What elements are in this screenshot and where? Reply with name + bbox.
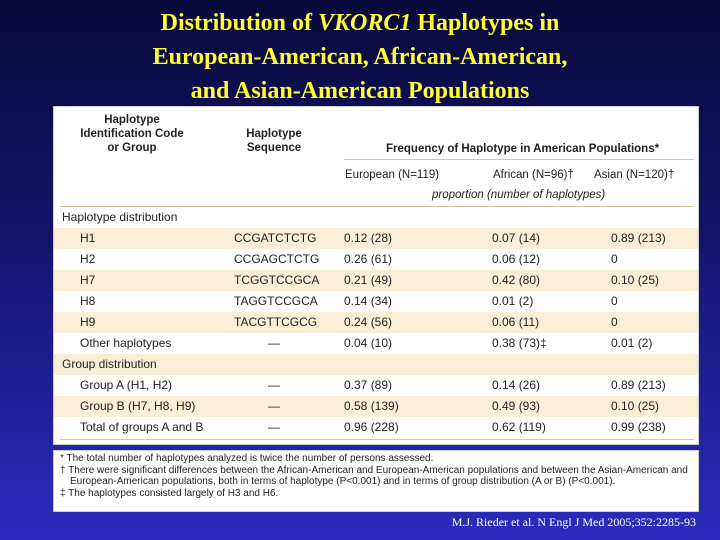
title-line-2: European-American, African-American, [152, 44, 568, 70]
citation: M.J. Rieder et al. N Engl J Med 2005;352:2285-93 [451, 515, 696, 529]
proportion-label: proportion (number of haplotypes) [432, 189, 606, 201]
table-row: H9 TACGTTCGCG 0.24 (56) 0.06 (11) 0 [54, 312, 698, 333]
table-row: H1 CCGATCTCTG 0.12 (28) 0.07 (14) 0.89 (213) [54, 228, 698, 249]
table-row: Group A (H1, H2) — 0.37 (89) 0.14 (26) 0.89 (213) [80, 378, 666, 392]
haplotype-table [53, 106, 699, 445]
slide-title [0, 6, 720, 108]
header-sequence: Haplotype Sequence [246, 128, 302, 154]
title-line-1: Distribution of VKORC1 Haplotypes in [160, 10, 560, 36]
footnote-double-dagger: ‡ The haplotypes consisted largely of H3 and H6. [60, 487, 279, 499]
table-row: Total of groups A and B — 0.96 (228) 0.62 (119) 0.99 (238) [80, 420, 666, 434]
footnote-dagger: † There were significant differences between the African-American and European-American populations and between the Asian-American and European-American populations, both in terms of haplotype (P<0.001) and in terms of group distribution (A or B) (P<0.001). [60, 464, 688, 487]
bottom-rule [60, 439, 694, 440]
section-haplotype-distribution: Haplotype distribution [62, 210, 178, 224]
header-code: Haplotype Identification Code or Group [80, 114, 184, 154]
table-row: H7 TCGGTCCGCA 0.21 (49) 0.42 (80) 0.10 (25) [54, 270, 698, 291]
title-line-3: and Asian-American Populations [190, 78, 530, 104]
table-row: Group B (H7, H8, H9) — 0.58 (139) 0.49 (93) 0.10 (25) [54, 396, 698, 417]
header-european: European (N=119) [345, 169, 440, 181]
header-frequency: Frequency of Haplotype in American Populations* [386, 143, 660, 155]
gene-name: VKORC1 [317, 10, 412, 36]
table-row: Other haplotypes — 0.04 (10) 0.38 (73)‡ 0.01 (2) [80, 336, 653, 350]
footnote-asterisk: * The total number of haplotypes analyzed is twice the number of persons assessed. [60, 453, 434, 464]
table-row: H8 TAGGTCCGCA 0.14 (34) 0.01 (2) 0 [80, 294, 618, 308]
header-african: African (N=96)† [493, 169, 574, 181]
header-rule [344, 159, 694, 160]
header-asian: Asian (N=120)† [594, 169, 675, 181]
table-row: H2 CCGAGCTCTG 0.26 (61) 0.06 (12) 0 [80, 252, 618, 266]
section-group-distribution: Group distribution [54, 354, 698, 375]
footnotes [53, 450, 699, 512]
